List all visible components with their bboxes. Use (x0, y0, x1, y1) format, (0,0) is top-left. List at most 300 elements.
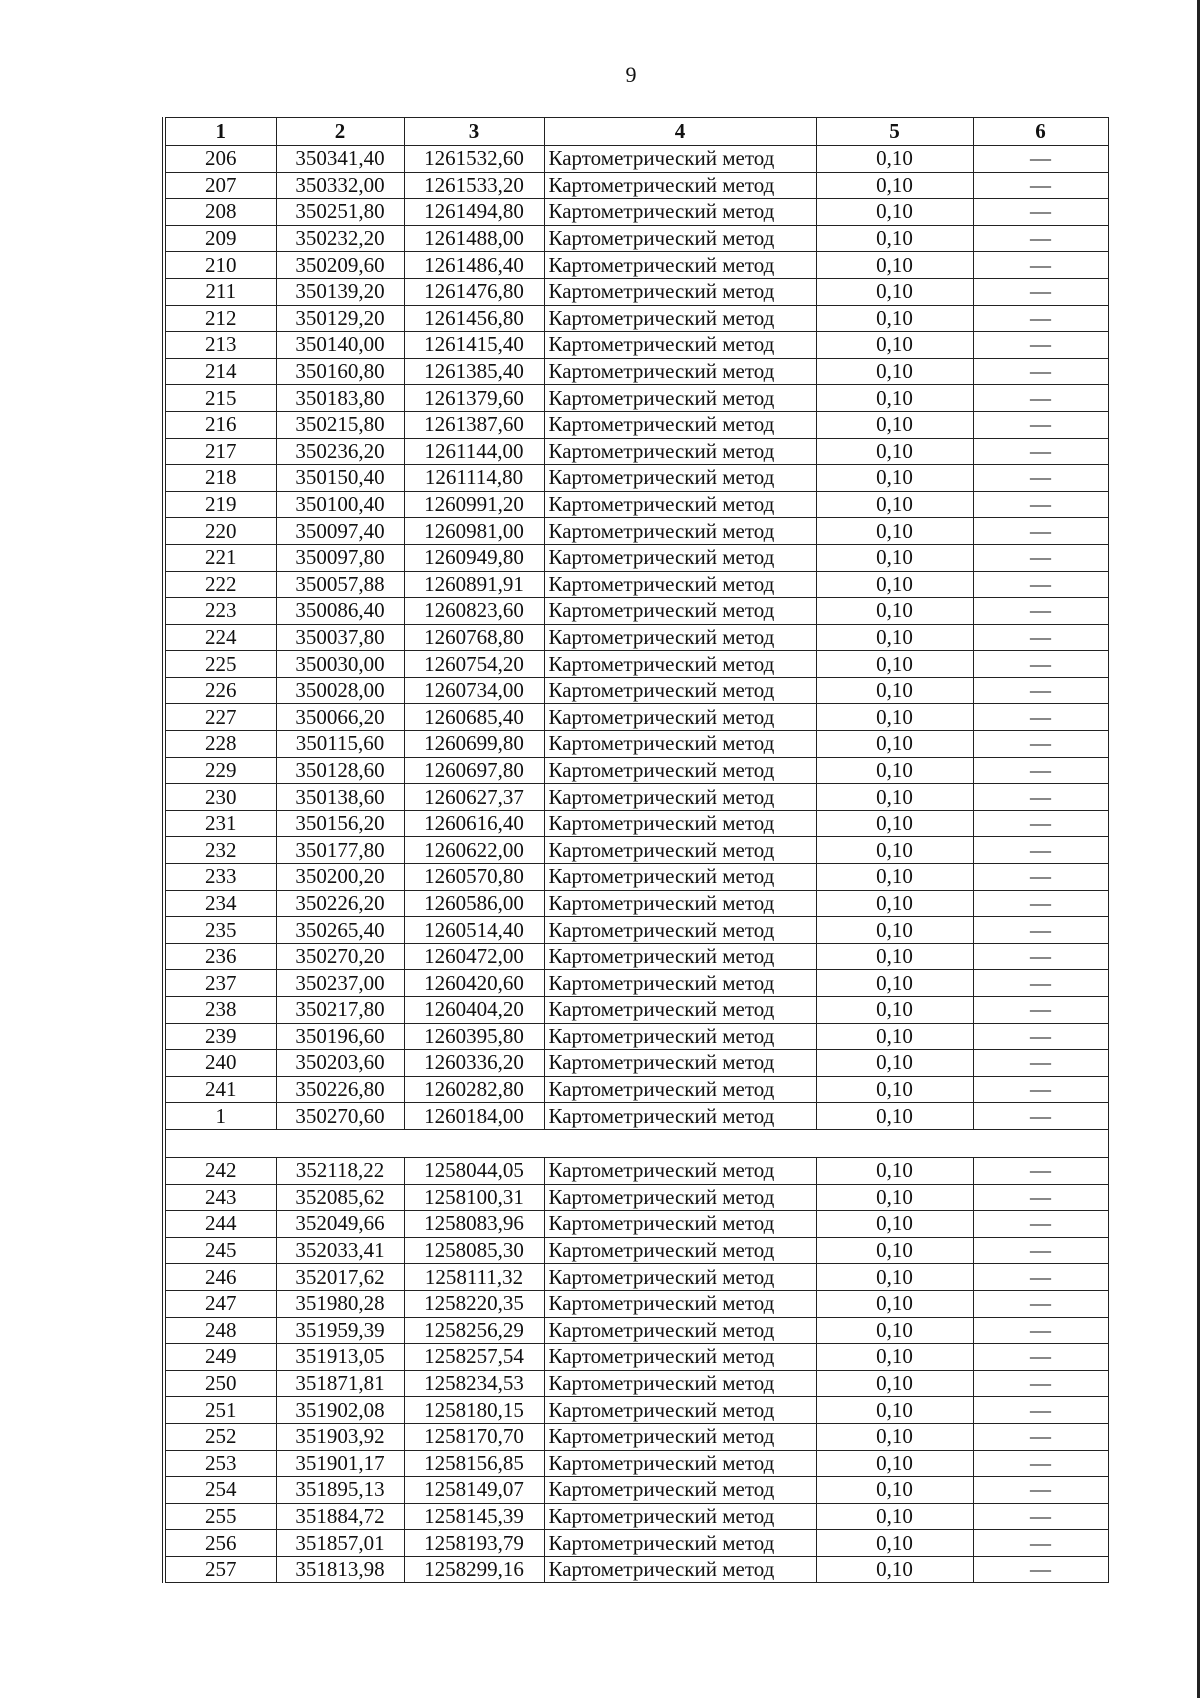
accuracy-cell: 0,10 (816, 1397, 973, 1424)
table-row (164, 1344, 1108, 1371)
y-coordinate-cell: 1260570,80 (404, 864, 544, 891)
y-coordinate-cell: 1261415,40 (404, 332, 544, 359)
accuracy-cell: 0,10 (816, 917, 973, 944)
x-coordinate-cell: 350066,20 (276, 704, 404, 731)
table-row (164, 943, 1108, 970)
accuracy-cell: 0,10 (816, 810, 973, 837)
accuracy-cell: 0,10 (816, 1423, 973, 1450)
x-coordinate-cell: 350129,20 (276, 305, 404, 332)
point-number-cell: 236 (164, 943, 276, 970)
method-cell: Картометрический метод (544, 544, 816, 571)
x-coordinate-cell: 350232,20 (276, 225, 404, 252)
point-number-cell: 241 (164, 1076, 276, 1103)
x-coordinate-cell: 350226,20 (276, 890, 404, 917)
y-coordinate-cell: 1260627,37 (404, 784, 544, 811)
method-cell: Картометрический метод (544, 810, 816, 837)
method-cell: Картометрический метод (544, 1103, 816, 1130)
note-cell: — (973, 544, 1108, 571)
method-cell: Картометрический метод (544, 917, 816, 944)
table-row (164, 624, 1108, 651)
note-cell: — (973, 704, 1108, 731)
note-cell: — (973, 1023, 1108, 1050)
accuracy-cell: 0,10 (816, 598, 973, 625)
note-cell: — (973, 1370, 1108, 1397)
y-coordinate-cell: 1258234,53 (404, 1370, 544, 1397)
y-coordinate-cell: 1258256,29 (404, 1317, 544, 1344)
point-number-cell: 234 (164, 890, 276, 917)
accuracy-cell: 0,10 (816, 677, 973, 704)
accuracy-cell: 0,10 (816, 199, 973, 226)
point-number-cell: 1 (164, 1103, 276, 1130)
note-cell: — (973, 332, 1108, 359)
point-number-cell: 254 (164, 1477, 276, 1504)
note-cell: — (973, 864, 1108, 891)
method-cell: Картометрический метод (544, 624, 816, 651)
x-coordinate-cell: 350097,40 (276, 518, 404, 545)
y-coordinate-cell: 1260734,00 (404, 677, 544, 704)
method-cell: Картометрический метод (544, 1023, 816, 1050)
accuracy-cell: 0,10 (816, 544, 973, 571)
accuracy-cell: 0,10 (816, 1076, 973, 1103)
accuracy-cell: 0,10 (816, 997, 973, 1024)
method-cell: Картометрический метод (544, 1157, 816, 1184)
x-coordinate-cell: 350140,00 (276, 332, 404, 359)
y-coordinate-cell: 1260685,40 (404, 704, 544, 731)
page-number: 9 (625, 62, 637, 87)
point-number-cell: 226 (164, 677, 276, 704)
method-cell: Картометрический метод (544, 225, 816, 252)
y-coordinate-cell: 1260420,60 (404, 970, 544, 997)
x-coordinate-cell: 350057,88 (276, 571, 404, 598)
note-cell: — (973, 997, 1108, 1024)
table-header-row (164, 118, 1108, 146)
accuracy-cell: 0,10 (816, 385, 973, 412)
x-coordinate-cell: 352049,66 (276, 1211, 404, 1238)
accuracy-cell: 0,10 (816, 970, 973, 997)
table-row (164, 172, 1108, 199)
y-coordinate-cell: 1260768,80 (404, 624, 544, 651)
x-coordinate-cell: 350200,20 (276, 864, 404, 891)
x-coordinate-cell: 350156,20 (276, 810, 404, 837)
y-coordinate-cell: 1258180,15 (404, 1397, 544, 1424)
accuracy-cell: 0,10 (816, 731, 973, 758)
x-coordinate-cell: 350270,20 (276, 943, 404, 970)
point-number-cell: 214 (164, 358, 276, 385)
method-cell: Картометрический метод (544, 890, 816, 917)
x-coordinate-cell: 351857,01 (276, 1530, 404, 1557)
method-cell: Картометрический метод (544, 1290, 816, 1317)
x-coordinate-cell: 350086,40 (276, 598, 404, 625)
table-row (164, 1103, 1108, 1130)
table-row (164, 864, 1108, 891)
table-row (164, 332, 1108, 359)
x-coordinate-cell: 350100,40 (276, 491, 404, 518)
accuracy-cell: 0,10 (816, 757, 973, 784)
method-cell: Картометрический метод (544, 1264, 816, 1291)
accuracy-cell: 0,10 (816, 518, 973, 545)
method-cell: Картометрический метод (544, 491, 816, 518)
point-number-cell: 239 (164, 1023, 276, 1050)
method-cell: Картометрический метод (544, 731, 816, 758)
table-row (164, 970, 1108, 997)
y-coordinate-cell: 1260616,40 (404, 810, 544, 837)
y-coordinate-cell: 1258083,96 (404, 1211, 544, 1238)
note-cell: — (973, 199, 1108, 226)
y-coordinate-cell: 1258170,70 (404, 1423, 544, 1450)
method-cell: Картометрический метод (544, 784, 816, 811)
point-number-cell: 238 (164, 997, 276, 1024)
accuracy-cell: 0,10 (816, 890, 973, 917)
y-coordinate-cell: 1258100,31 (404, 1184, 544, 1211)
note-cell: — (973, 1264, 1108, 1291)
note-cell: — (973, 731, 1108, 758)
accuracy-cell: 0,10 (816, 1237, 973, 1264)
method-cell: Картометрический метод (544, 1237, 816, 1264)
method-cell: Картометрический метод (544, 1317, 816, 1344)
point-number-cell: 250 (164, 1370, 276, 1397)
table-row (164, 757, 1108, 784)
accuracy-cell: 0,10 (816, 252, 973, 279)
accuracy-cell: 0,10 (816, 1450, 973, 1477)
x-coordinate-cell: 351871,81 (276, 1370, 404, 1397)
method-cell: Картометрический метод (544, 1503, 816, 1530)
y-coordinate-cell: 1261488,00 (404, 225, 544, 252)
table-row (164, 1530, 1108, 1557)
accuracy-cell: 0,10 (816, 1103, 973, 1130)
note-cell: — (973, 1344, 1108, 1371)
note-cell: — (973, 677, 1108, 704)
x-coordinate-cell: 350138,60 (276, 784, 404, 811)
note-cell: — (973, 1157, 1108, 1184)
point-number-cell: 233 (164, 864, 276, 891)
table-row (164, 491, 1108, 518)
method-cell: Картометрический метод (544, 438, 816, 465)
method-cell: Картометрический метод (544, 677, 816, 704)
method-cell: Картометрический метод (544, 199, 816, 226)
table-row (164, 677, 1108, 704)
accuracy-cell: 0,10 (816, 411, 973, 438)
note-cell: — (973, 411, 1108, 438)
y-coordinate-cell: 1261379,60 (404, 385, 544, 412)
y-coordinate-cell: 1261532,60 (404, 146, 544, 173)
accuracy-cell: 0,10 (816, 1157, 973, 1184)
note-cell: — (973, 1423, 1108, 1450)
method-cell: Картометрический метод (544, 704, 816, 731)
header-col-5: 5 (816, 118, 973, 146)
x-coordinate-cell: 352085,62 (276, 1184, 404, 1211)
table-row (164, 146, 1108, 173)
note-cell: — (973, 1211, 1108, 1238)
y-coordinate-cell: 1260395,80 (404, 1023, 544, 1050)
accuracy-cell: 0,10 (816, 1344, 973, 1371)
point-number-cell: 229 (164, 757, 276, 784)
table-row (164, 1556, 1108, 1583)
table-row (164, 1317, 1108, 1344)
note-cell: — (973, 518, 1108, 545)
note-cell: — (973, 651, 1108, 678)
note-cell: — (973, 1317, 1108, 1344)
x-coordinate-cell: 350209,60 (276, 252, 404, 279)
table-row (164, 1503, 1108, 1530)
note-cell: — (973, 624, 1108, 651)
note-cell: — (973, 252, 1108, 279)
y-coordinate-cell: 1260472,00 (404, 943, 544, 970)
table-row (164, 518, 1108, 545)
x-coordinate-cell: 350226,80 (276, 1076, 404, 1103)
y-coordinate-cell: 1258193,79 (404, 1530, 544, 1557)
accuracy-cell: 0,10 (816, 278, 973, 305)
x-coordinate-cell: 351959,39 (276, 1317, 404, 1344)
accuracy-cell: 0,10 (816, 1503, 973, 1530)
table-row (164, 252, 1108, 279)
point-number-cell: 242 (164, 1157, 276, 1184)
point-number-cell: 215 (164, 385, 276, 412)
x-coordinate-cell: 351913,05 (276, 1344, 404, 1371)
y-coordinate-cell: 1260282,80 (404, 1076, 544, 1103)
point-number-cell: 253 (164, 1450, 276, 1477)
y-coordinate-cell: 1258145,39 (404, 1503, 544, 1530)
x-coordinate-cell: 350215,80 (276, 411, 404, 438)
y-coordinate-cell: 1258149,07 (404, 1477, 544, 1504)
note-cell: — (973, 1503, 1108, 1530)
coordinates-table (162, 117, 1109, 1583)
note-cell: — (973, 278, 1108, 305)
method-cell: Картометрический метод (544, 385, 816, 412)
point-number-cell: 219 (164, 491, 276, 518)
note-cell: — (973, 598, 1108, 625)
point-number-cell: 223 (164, 598, 276, 625)
x-coordinate-cell: 350115,60 (276, 731, 404, 758)
y-coordinate-cell: 1261456,80 (404, 305, 544, 332)
y-coordinate-cell: 1258156,85 (404, 1450, 544, 1477)
y-coordinate-cell: 1260622,00 (404, 837, 544, 864)
y-coordinate-cell: 1260514,40 (404, 917, 544, 944)
header-col-3: 3 (404, 118, 544, 146)
table-row (164, 1397, 1108, 1424)
point-number-cell: 220 (164, 518, 276, 545)
point-number-cell: 222 (164, 571, 276, 598)
point-number-cell: 240 (164, 1050, 276, 1077)
point-number-cell: 212 (164, 305, 276, 332)
note-cell: — (973, 1477, 1108, 1504)
accuracy-cell: 0,10 (816, 837, 973, 864)
point-number-cell: 227 (164, 704, 276, 731)
method-cell: Картометрический метод (544, 172, 816, 199)
table-row (164, 225, 1108, 252)
method-cell: Картометрический метод (544, 146, 816, 173)
point-number-cell: 232 (164, 837, 276, 864)
note-cell: — (973, 917, 1108, 944)
table-row (164, 598, 1108, 625)
note-cell: — (973, 1237, 1108, 1264)
point-number-cell: 255 (164, 1503, 276, 1530)
accuracy-cell: 0,10 (816, 651, 973, 678)
table-row (164, 704, 1108, 731)
note-cell: — (973, 784, 1108, 811)
x-coordinate-cell: 351980,28 (276, 1290, 404, 1317)
x-coordinate-cell: 350237,00 (276, 970, 404, 997)
x-coordinate-cell: 351813,98 (276, 1556, 404, 1583)
x-coordinate-cell: 350177,80 (276, 837, 404, 864)
table-row (164, 1450, 1108, 1477)
note-cell: — (973, 146, 1108, 173)
point-number-cell: 247 (164, 1290, 276, 1317)
table-row (164, 1423, 1108, 1450)
method-cell: Картометрический метод (544, 1211, 816, 1238)
note-cell: — (973, 1184, 1108, 1211)
note-cell: — (973, 890, 1108, 917)
point-number-cell: 218 (164, 465, 276, 492)
table-row (164, 385, 1108, 412)
method-cell: Картометрический метод (544, 651, 816, 678)
note-cell: — (973, 1290, 1108, 1317)
accuracy-cell: 0,10 (816, 943, 973, 970)
accuracy-cell: 0,10 (816, 465, 973, 492)
accuracy-cell: 0,10 (816, 491, 973, 518)
x-coordinate-cell: 350150,40 (276, 465, 404, 492)
x-coordinate-cell: 350203,60 (276, 1050, 404, 1077)
x-coordinate-cell: 350139,20 (276, 278, 404, 305)
x-coordinate-cell: 350037,80 (276, 624, 404, 651)
note-cell: — (973, 1050, 1108, 1077)
note-cell: — (973, 1556, 1108, 1583)
table-row (164, 997, 1108, 1024)
y-coordinate-cell: 1261486,40 (404, 252, 544, 279)
note-cell: — (973, 571, 1108, 598)
method-cell: Картометрический метод (544, 1076, 816, 1103)
y-coordinate-cell: 1261144,00 (404, 438, 544, 465)
point-number-cell: 206 (164, 146, 276, 173)
table-row (164, 837, 1108, 864)
y-coordinate-cell: 1260184,00 (404, 1103, 544, 1130)
x-coordinate-cell: 350251,80 (276, 199, 404, 226)
method-cell: Картометрический метод (544, 757, 816, 784)
note-cell: — (973, 757, 1108, 784)
table-row (164, 1477, 1108, 1504)
accuracy-cell: 0,10 (816, 225, 973, 252)
y-coordinate-cell: 1260697,80 (404, 757, 544, 784)
table-row (164, 1290, 1108, 1317)
point-number-cell: 207 (164, 172, 276, 199)
note-cell: — (973, 491, 1108, 518)
note-cell: — (973, 438, 1108, 465)
method-cell: Картометрический метод (544, 1344, 816, 1371)
note-cell: — (973, 943, 1108, 970)
point-number-cell: 243 (164, 1184, 276, 1211)
note-cell: — (973, 385, 1108, 412)
header-col-2: 2 (276, 118, 404, 146)
table-row (164, 278, 1108, 305)
point-number-cell: 221 (164, 544, 276, 571)
point-number-cell: 257 (164, 1556, 276, 1583)
method-cell: Картометрический метод (544, 997, 816, 1024)
x-coordinate-cell: 352017,62 (276, 1264, 404, 1291)
x-coordinate-cell: 352033,41 (276, 1237, 404, 1264)
y-coordinate-cell: 1261114,80 (404, 465, 544, 492)
x-coordinate-cell: 351895,13 (276, 1477, 404, 1504)
x-coordinate-cell: 350030,00 (276, 651, 404, 678)
y-coordinate-cell: 1260754,20 (404, 651, 544, 678)
table-row (164, 731, 1108, 758)
accuracy-cell: 0,10 (816, 172, 973, 199)
y-coordinate-cell: 1258085,30 (404, 1237, 544, 1264)
point-number-cell: 245 (164, 1237, 276, 1264)
x-coordinate-cell: 350332,00 (276, 172, 404, 199)
table-row (164, 1184, 1108, 1211)
x-coordinate-cell: 350196,60 (276, 1023, 404, 1050)
table-row (164, 917, 1108, 944)
x-coordinate-cell: 350341,40 (276, 146, 404, 173)
x-coordinate-cell: 351901,17 (276, 1450, 404, 1477)
note-cell: — (973, 837, 1108, 864)
method-cell: Картометрический метод (544, 518, 816, 545)
y-coordinate-cell: 1258299,16 (404, 1556, 544, 1583)
method-cell: Картометрический метод (544, 1050, 816, 1077)
table-row (164, 358, 1108, 385)
y-coordinate-cell: 1260586,00 (404, 890, 544, 917)
y-coordinate-cell: 1261385,40 (404, 358, 544, 385)
note-cell: — (973, 970, 1108, 997)
x-coordinate-cell: 350128,60 (276, 757, 404, 784)
y-coordinate-cell: 1260699,80 (404, 731, 544, 758)
x-coordinate-cell: 350217,80 (276, 997, 404, 1024)
note-cell: — (973, 1397, 1108, 1424)
table-row (164, 651, 1108, 678)
point-number-cell: 213 (164, 332, 276, 359)
point-number-cell: 249 (164, 1344, 276, 1371)
method-cell: Картометрический метод (544, 837, 816, 864)
y-coordinate-cell: 1261387,60 (404, 411, 544, 438)
accuracy-cell: 0,10 (816, 438, 973, 465)
accuracy-cell: 0,10 (816, 358, 973, 385)
table-row (164, 305, 1108, 332)
x-coordinate-cell: 350265,40 (276, 917, 404, 944)
y-coordinate-cell: 1260981,00 (404, 518, 544, 545)
accuracy-cell: 0,10 (816, 1211, 973, 1238)
y-coordinate-cell: 1258044,05 (404, 1157, 544, 1184)
note-cell: — (973, 1076, 1108, 1103)
table-row (164, 810, 1108, 837)
point-number-cell: 217 (164, 438, 276, 465)
x-coordinate-cell: 351903,92 (276, 1423, 404, 1450)
note-cell: — (973, 1450, 1108, 1477)
y-coordinate-cell: 1258257,54 (404, 1344, 544, 1371)
accuracy-cell: 0,10 (816, 305, 973, 332)
table-row (164, 890, 1108, 917)
point-number-cell: 248 (164, 1317, 276, 1344)
table-row (164, 1370, 1108, 1397)
point-number-cell: 216 (164, 411, 276, 438)
y-coordinate-cell: 1261476,80 (404, 278, 544, 305)
y-coordinate-cell: 1258220,35 (404, 1290, 544, 1317)
table-row (164, 199, 1108, 226)
method-cell: Картометрический метод (544, 305, 816, 332)
contour-separator-row (164, 1129, 1108, 1157)
x-coordinate-cell: 351884,72 (276, 1503, 404, 1530)
separator-cell (164, 1129, 1108, 1157)
y-coordinate-cell: 1260336,20 (404, 1050, 544, 1077)
method-cell: Картометрический метод (544, 1184, 816, 1211)
table-row (164, 1237, 1108, 1264)
point-number-cell: 208 (164, 199, 276, 226)
x-coordinate-cell: 350097,80 (276, 544, 404, 571)
point-number-cell: 228 (164, 731, 276, 758)
table-row (164, 1157, 1108, 1184)
table-row (164, 571, 1108, 598)
method-cell: Картометрический метод (544, 1556, 816, 1583)
accuracy-cell: 0,10 (816, 1556, 973, 1583)
method-cell: Картометрический метод (544, 598, 816, 625)
